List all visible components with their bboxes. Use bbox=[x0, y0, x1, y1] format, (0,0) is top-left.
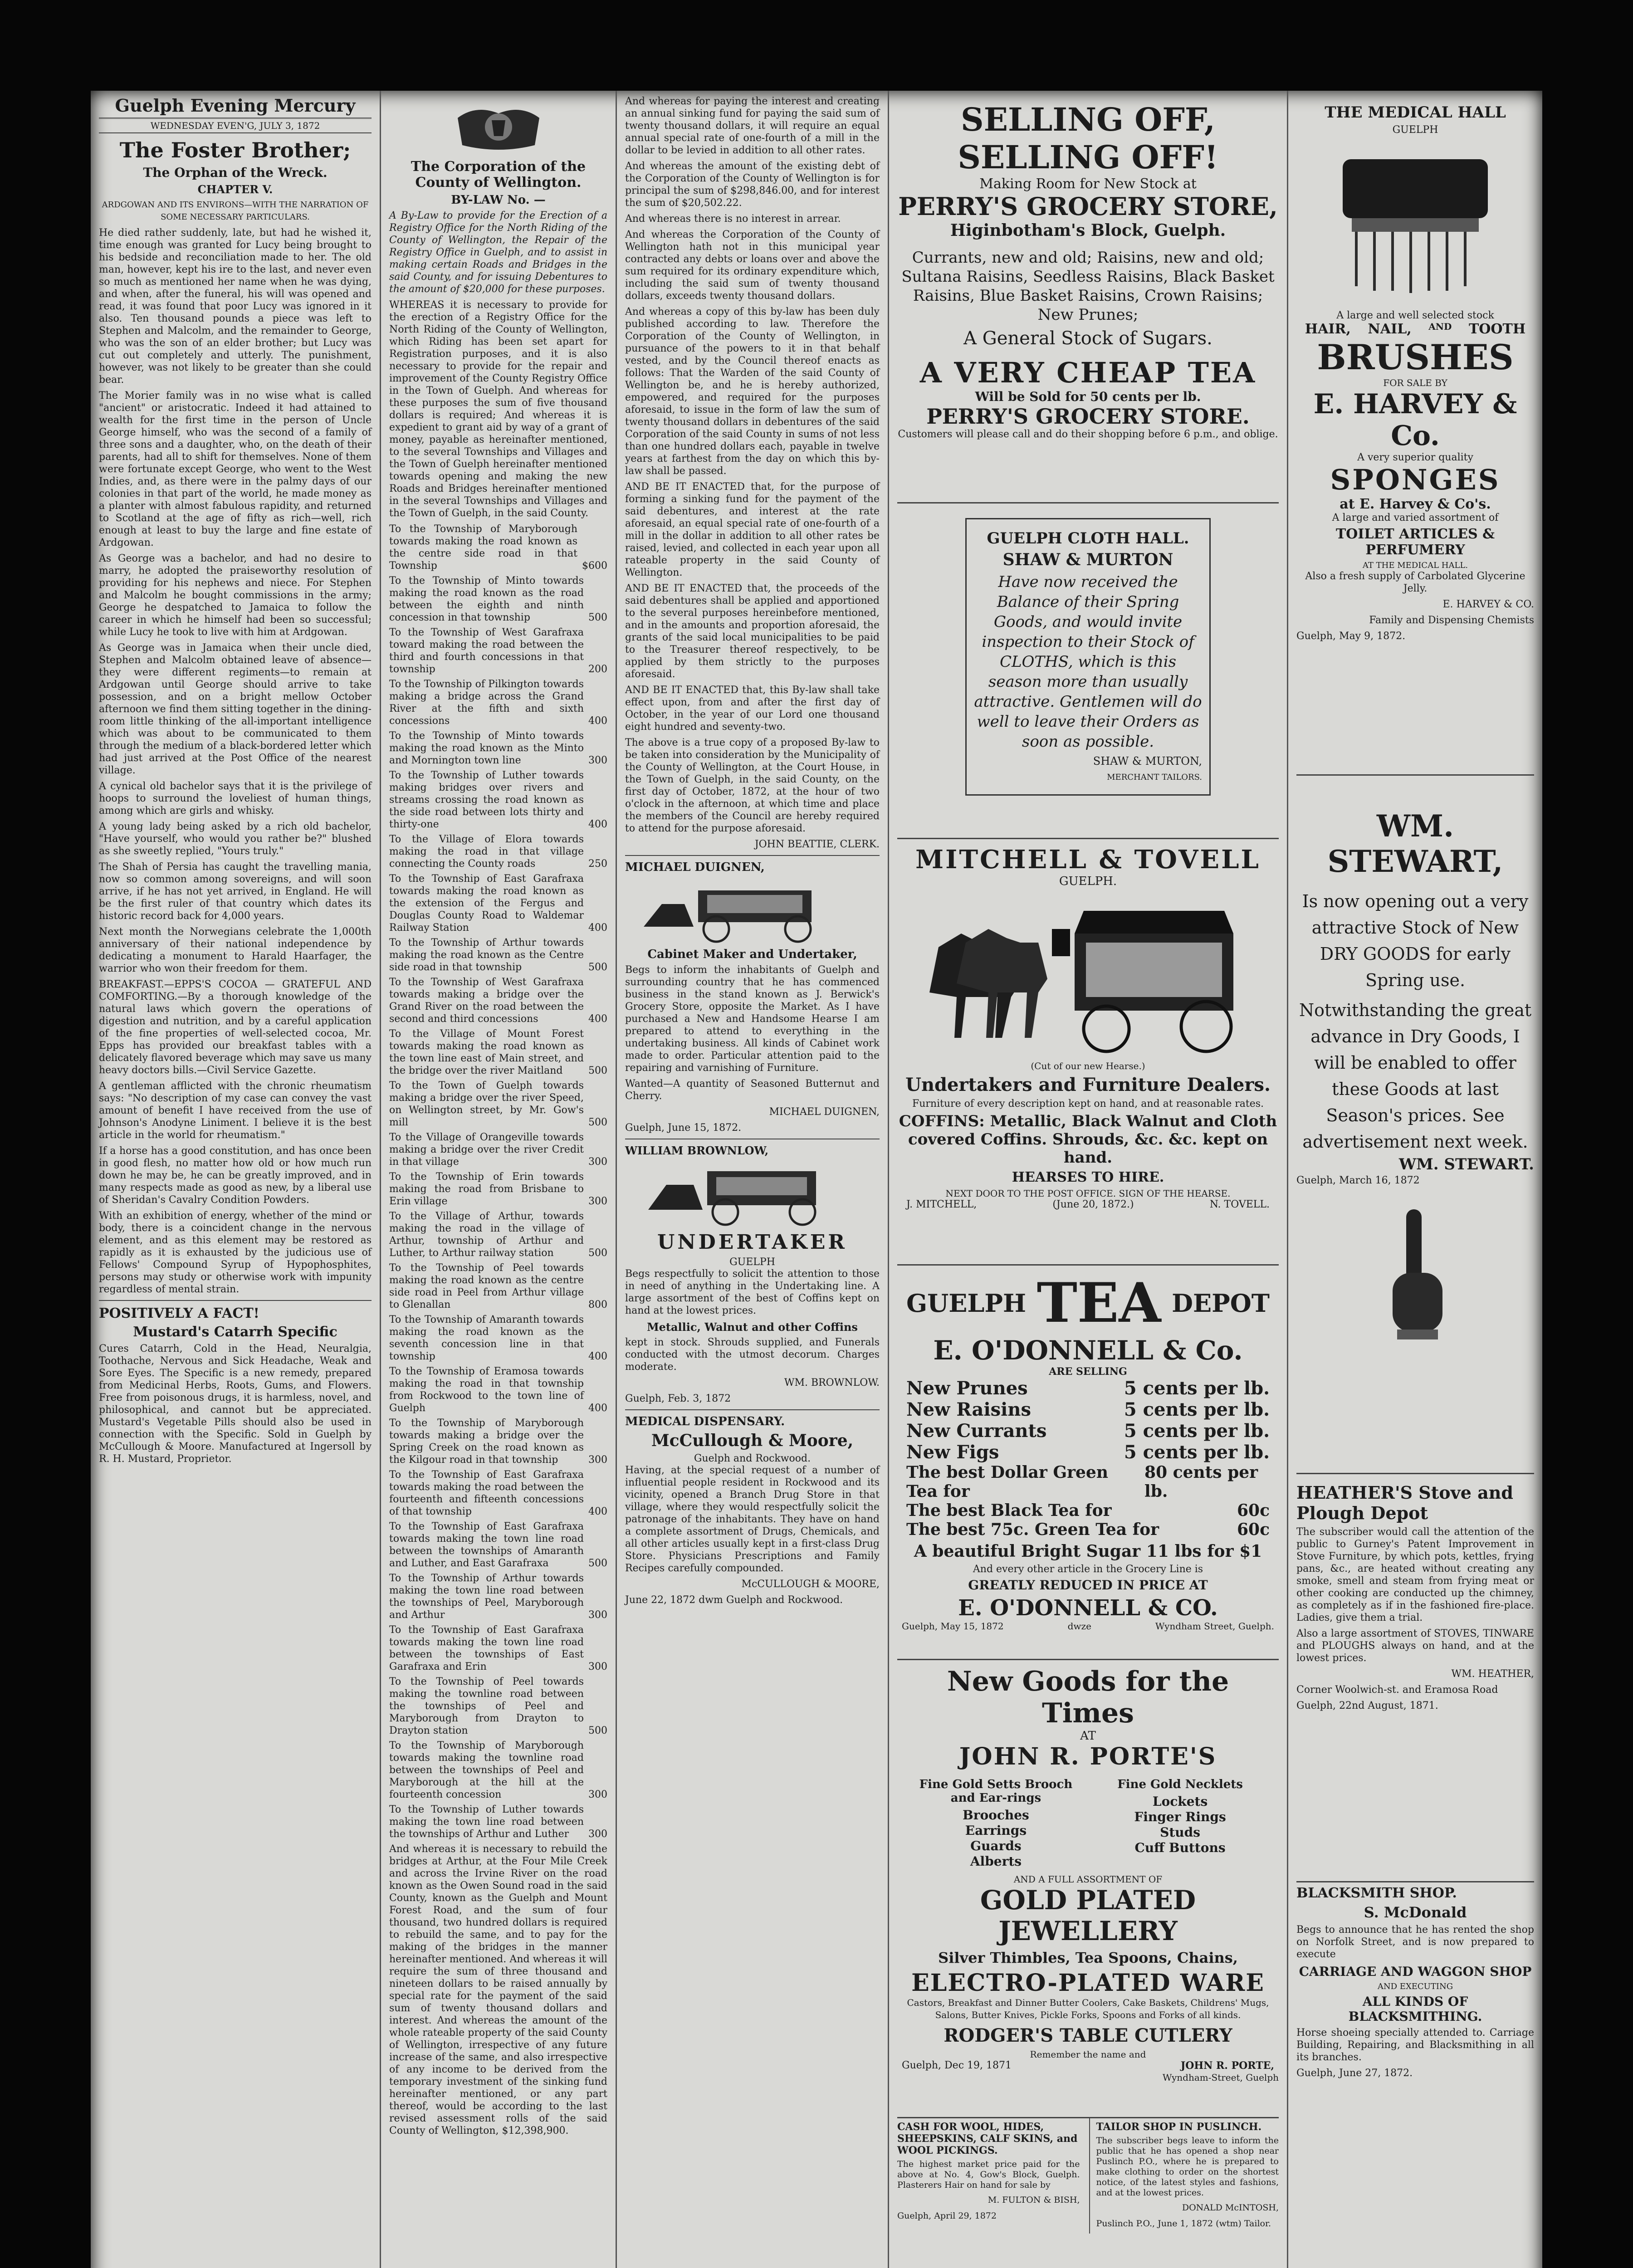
perry-note: Customers will please call and do their shopping before 6 p.m., and oblige. bbox=[898, 429, 1278, 440]
mitchell-title: Undertakers and Furniture Dealers. bbox=[905, 1074, 1271, 1095]
tea-mid: TEA bbox=[1037, 1271, 1161, 1335]
item-paragraph: If a horse has a good constitution, and has once been in good flesh, no matter how old or how much run down he may be, he can be greatly improved, and in many respects made as good as new, by a liberal use of Sheridan's Cavalry Condition Powders. bbox=[99, 1145, 372, 1206]
heather-body: The subscriber would call the attention of the public to Gurney's Patent Improvement in Stove Furniture, by which pots, kettles, frying pans, &c., are heated without creating any smoke, smell and steam from frying meat or other cooking are conducted up the chimney, as completely as if in the fashioned fire-place. Ladies, give them a trial. bbox=[1296, 1526, 1534, 1623]
item-paragraph: A cynical old bachelor says that it is the privilege of hoops to surround the loveliest of human things, among which are girls and whisky. bbox=[99, 781, 372, 816]
bylaw-paragraph: And whereas there is no interest in arrear. bbox=[625, 213, 841, 225]
hall-toilet: TOILET ARTICLES & PERFUMERY bbox=[1335, 526, 1495, 558]
grant-amount: 300 bbox=[588, 1156, 607, 1168]
perry-store: PERRY'S GROCERY STORE, bbox=[898, 192, 1278, 221]
grant-amount: 300 bbox=[588, 1789, 607, 1800]
porte-banner: New Goods for the Times bbox=[947, 1666, 1229, 1729]
grant-amount: 500 bbox=[588, 612, 607, 623]
jewellery-item: Studs bbox=[1160, 1825, 1200, 1840]
dispensary-date: June 22, 1872 dwm Guelph and Rockwood. bbox=[625, 1594, 843, 1606]
ad-body: Cures Catarrh, Cold in the Head, Neuralgia, Toothache, Nervous and Sick Headache, Weak and Sore Eyes. The Specific is a new remedy, prepared from Medicinal Herbs, Roots, Gums, and Flowers. Free from poisonous drugs, it is harmless, novel, and philosophical, and cannot but be appreciated. Mustard's Vegetable Pills should also be used in connection with the Specific. Sold in Guelph by McCullough & Moore. Manufactured at Ingersoll by R. H. Mustard, Proprietor. bbox=[99, 1343, 372, 1465]
price-item: New Figs bbox=[906, 1442, 999, 1463]
masthead-title: Guelph Evening Mercury bbox=[99, 95, 372, 119]
grant-text: To the Township of Luther towards making bridges over rivers and streams crossing the road known as the side road between lots thirty and thirty-one bbox=[389, 770, 584, 830]
mitchell-left-sig: J. MITCHELL, bbox=[906, 1199, 977, 1210]
grant-row bbox=[389, 1804, 607, 1840]
jewellery-item: Alberts bbox=[970, 1854, 1022, 1869]
hall-note: AT THE MEDICAL HALL. bbox=[1362, 561, 1468, 570]
grant-amount: 300 bbox=[588, 1454, 607, 1466]
tailor-date: Puslinch P.O., June 1, 1872 (wtm) Tailor. bbox=[1096, 2219, 1271, 2229]
heather-note: Also a large assortment of STOVES, TINWARE and PLOUGHS always on hand, and at the lowest prices. bbox=[1296, 1628, 1534, 1664]
wool-signature: M. FULTON & BISH, bbox=[988, 2195, 1080, 2205]
grant-text: To the Township of Peel towards making the road known as the centre side road in Peel from Arthur village to Glenallan bbox=[389, 1262, 584, 1310]
price-row bbox=[897, 1501, 1279, 1520]
cloth-trade: MERCHANT TAILORS. bbox=[1107, 772, 1202, 782]
perry-sugar: A General Stock of Sugars. bbox=[963, 328, 1213, 349]
cloth-body: Have now received the Balance of their Spring Goods, and would invite inspection to their Stock of CLOTHS, which is this season more than usually attractive. Gentlemen will do well to leave their Orders as soon as possible. bbox=[974, 573, 1202, 751]
porte-gold: GOLD PLATED JEWELLERY bbox=[980, 1885, 1196, 1946]
smith-and: AND EXECUTING bbox=[1377, 1982, 1453, 1991]
porte-remember: Remember the name and bbox=[1030, 2049, 1146, 2060]
hall-and: AND bbox=[1428, 321, 1452, 332]
grant-text: To the Village of Orangeville towards making a bridge over the river Credit in that village bbox=[389, 1132, 584, 1168]
cloth-heading: GUELPH CLOTH HALL. bbox=[987, 529, 1189, 547]
story-title: The Foster Brother; bbox=[119, 138, 351, 162]
bylaw-closing: And whereas it is necessary to rebuild the bridges at Arthur, at the Four Mile Creek and across the Irvine River on the road known as the Owen Sound road in the said County, known as the Guelph and Mount Forest Road, and the sum of four thousand, two hundred dollars is required to rebuild the same, and to pay for the making of the bridges in the manner hereinafter mentioned. And whereas it will require the sum of three thousand and nineteen dollars to be raised annually by special rate for the payment of the said sum of twenty thousand dollars and interest. And whereas the amount of the whole rateable property of the said County of Wellington, irrespective of any future increase of the same, and also irrespective of any income to be derived from the temporary investment of the sinking fund hereinafter mentioned, or any part thereof, would be according to the last revised assessment rolls of the said County of Wellington, $12,398,900. bbox=[389, 1843, 607, 2136]
grant-amount: 500 bbox=[588, 1247, 607, 1259]
chapter-summary: ARDGOWAN AND ITS ENVIRONS—WITH THE NARRATION OF SOME NECESSARY PARTICULARS. bbox=[102, 200, 369, 222]
bylaw-paragraph: And whereas for paying the interest and creating an annual sinking fund for paying the said sum of twenty thousand dollars, it will require an equal annual special rate of one-fourth of a mill in the dollar to be levied in addition to all other rates. bbox=[625, 96, 880, 156]
grant-text: To the Township of Maryborough towards making a bridge over the Spring Creek on the road known as the Kilgour road in that township bbox=[389, 1418, 584, 1466]
tea-foot-left: Guelph, May 15, 1872 bbox=[902, 1621, 1004, 1632]
grant-row bbox=[389, 1080, 607, 1129]
price-row bbox=[897, 1520, 1279, 1539]
price-value: 60c bbox=[1237, 1520, 1270, 1539]
smith-heading: BLACKSMITH SHOP. bbox=[1296, 1885, 1457, 1901]
grant-amount: 300 bbox=[588, 755, 607, 766]
grant-amount: 250 bbox=[588, 858, 607, 870]
perry-block: Higinbotham's Block, Guelph. bbox=[950, 221, 1226, 240]
horse-drawn-hearse-illustration-icon bbox=[902, 893, 1274, 1056]
porte-right-head: Fine Gold Necklets bbox=[1117, 1778, 1243, 1791]
mitchell-right-sig: N. TOVELL. bbox=[1209, 1199, 1270, 1210]
grant-row bbox=[389, 730, 607, 767]
grant-row bbox=[389, 626, 607, 675]
hall-place: GUELPH bbox=[1392, 124, 1438, 136]
porte-electro-sub: Castors, Breakfast and Dinner Butter Coolers, Cake Baskets, Childrens' Mugs, Salons, Butter Knives, Pickle Forks, Spoons and Forks of all kinds. bbox=[907, 1997, 1269, 2020]
cloth-names: SHAW & MURTON bbox=[1002, 550, 1173, 569]
price-item: New Currants bbox=[906, 1420, 1047, 1442]
bylaw-paragraph: And whereas the Corporation of the County of Wellington hath not in this municipal year contracted any debts or loans over and above the sum required for its ordinary expenditure which, including the said sum of twenty thousand dollars, exceeds twenty thousand dollars. bbox=[625, 229, 880, 302]
price-item: The best 75c. Green Tea for bbox=[906, 1520, 1159, 1539]
item-paragraph: With an exhibition of energy, whether of the mind or body, there is a coincident change in the nervous element, and as this element may be restored as rapidly as it is exhausted by the judicious use of Fellows' Compound Syrup of Hypophosphites, persons may study or otherwise work with impunity regardless of mental strain. bbox=[99, 1210, 372, 1295]
grant-text: To the Township of Minto towards making the road known as the Minto and Mornington town line bbox=[389, 730, 584, 766]
porte-electro: ELECTRO-PLATED WARE bbox=[911, 1969, 1265, 1997]
newspaper-page bbox=[91, 91, 1542, 2268]
grant-text: To the Town of Guelph towards making a bridge over the river Speed, on Wellington street, by Mr. Gow's mill bbox=[389, 1080, 584, 1128]
grant-amount: 500 bbox=[588, 962, 607, 973]
grant-text: To the Village of Elora towards making the road in that village connecting the County roads bbox=[389, 834, 584, 870]
bylaw-paragraph: AND BE IT ENACTED that, for the purpose of forming a sinking fund for the payment of the said debentures, and interest at the rate aforesaid, an equal special rate of one-fourth of a mill in the dollar in addition to all other rates be raised, levied, and collected in each year upon all rateable property in the said County of Wellington. bbox=[625, 481, 880, 578]
hall-assort: A large and varied assortment of bbox=[1332, 512, 1499, 523]
wool-body: The highest market price paid for the above at No. 4, Gow's Block, Guelph. Plasterers Hair on hand for sale by bbox=[897, 2159, 1080, 2190]
column-2 bbox=[381, 91, 617, 2268]
hall-jelly: Also a fresh supply of Carbolated Glycerine Jelly. bbox=[1305, 571, 1525, 594]
porte-jewellery-ad bbox=[897, 1660, 1279, 2118]
porte-full: AND A FULL ASSORTMENT OF bbox=[1013, 1874, 1163, 1885]
duignen-title: Cabinet Maker and Undertaker, bbox=[647, 948, 857, 961]
price-row bbox=[897, 1399, 1279, 1420]
grant-text: To the Township of East Garafraxa towards making the road known as the extension of the Fergus and Douglas County Road to Waldemar Railway Station bbox=[389, 873, 584, 934]
blacksmith-ad bbox=[1296, 1885, 1534, 2079]
smith-name: S. McDonald bbox=[1364, 1904, 1467, 1921]
tailor-signature: DONALD McINTOSH, bbox=[1182, 2203, 1279, 2213]
hall-brushes: BRUSHES bbox=[1317, 337, 1514, 377]
price-item: The best Dollar Green Tea for bbox=[906, 1463, 1109, 1501]
story-paragraph: He died rather suddenly, late, but had he wished it, time enough was granted for Lucy being brought to his bedside and reconciliation made to her. The old man, however, kept his ire to the last, and never even so much as mentioned her name when he was dying, and when, after the funeral, his will was opened and read, it was found that poor Lucy was ignored in it also. Ten thousand pounds a piece was left to Stephen and Malcolm, and the remainder to George, who was the son of an elder brother; but Lucy was cut out completely and utterly. The punishment, however, was not likely to be greater than she could bear. bbox=[99, 227, 372, 386]
smith-body: Begs to announce that he has rented the shop on Norfolk Street, and is now prepared to execute bbox=[1296, 1924, 1534, 1960]
tea-depot-ad bbox=[897, 1266, 1279, 1660]
grant-row bbox=[389, 1624, 607, 1673]
hall-forsale: FOR SALE BY bbox=[1383, 377, 1447, 388]
price-item: New Raisins bbox=[906, 1399, 1031, 1420]
perry-banner: SELLING OFF, SELLING OFF! bbox=[958, 101, 1218, 176]
mitchell-hearses: HEARSES TO HIRE. bbox=[1012, 1169, 1164, 1185]
bottom-ads bbox=[897, 2118, 1279, 2234]
column-5 bbox=[1288, 91, 1542, 2268]
hall-stock: A large and well selected stock bbox=[1336, 310, 1494, 321]
price-item: The best Black Tea for bbox=[906, 1501, 1112, 1520]
perry-line: Making Room for New Stock at bbox=[979, 176, 1197, 192]
hall-date: Guelph, May 9, 1872. bbox=[1296, 631, 1406, 642]
grant-text: To the Village of Arthur, towards making the road in the village of Arthur, township of Arthur and Luther, to Arthur railway station bbox=[389, 1211, 584, 1259]
mitchell-place: GUELPH. bbox=[1059, 875, 1117, 888]
smith-date: Guelph, June 27, 1872. bbox=[1296, 2068, 1413, 2079]
grant-amount: 400 bbox=[588, 1013, 607, 1025]
cloth-hall-ad bbox=[897, 503, 1279, 839]
price-row bbox=[897, 1463, 1279, 1501]
perry-tea: A VERY CHEAP TEA bbox=[919, 356, 1257, 389]
grant-text: To the Township of Erin towards making the road from Brisbane to Erin village bbox=[389, 1171, 584, 1207]
dispensary-heading: MEDICAL DISPENSARY. bbox=[625, 1415, 785, 1428]
mitchell-address: NEXT DOOR TO THE POST OFFICE. SIGN OF THE HEARSE. bbox=[945, 1188, 1231, 1199]
brownlow-body: Begs respectfully to solicit the attention to those in need of anything in the Undertaking line. A large assortment of the best of Coffins kept on hand at the lowest prices. bbox=[625, 1268, 880, 1316]
tea-left: GUELPH bbox=[906, 1288, 1026, 1318]
grant-amount: 200 bbox=[588, 664, 607, 675]
item-paragraph: Next month the Norwegians celebrate the 1,000th anniversary of their national independence by dedicating a monument to Harald Haarfager, the warrior who won their freedom for them. bbox=[99, 926, 372, 974]
price-row bbox=[897, 1420, 1279, 1442]
grant-text: To the Township of Maryborough towards making the townline road between the townships of Peel and Maryborough at the hill at the fourteenth concession bbox=[389, 1740, 584, 1800]
hall-superior: A very superior quality bbox=[1357, 452, 1473, 463]
porte-address: Wyndham-Street, Guelph bbox=[1162, 2072, 1279, 2083]
mitchell-date: (June 20, 1872.) bbox=[1052, 1199, 1134, 1210]
grant-amount: $600 bbox=[582, 560, 607, 572]
porte-left-head: Fine Gold Setts Brooch and Ear-rings bbox=[919, 1778, 1073, 1805]
mitchell-line: Furniture of every description kept on hand, and at reasonable rates. bbox=[912, 1098, 1264, 1110]
stewart-body-2: Notwithstanding the great advance in Dry Goods, I will be enabled to offer these Goods at last Season's prices. See advertisement next week. bbox=[1299, 1000, 1532, 1152]
grant-text: To the Township of Minto towards making the road known as the road between the eighth and ninth concession in that township bbox=[389, 575, 584, 623]
bylaw-paragraph: The above is a true copy of a proposed By-law to be taken into consideration by the Municipality of the County of Wellington, at the Court House, in the Town of Guelph, in the said County, on the first day of October, 1872, at the hour of two o'clock in the afternoon, at which time and place the members of the Council are hereby required to attend for the purpose aforesaid. bbox=[625, 737, 880, 834]
grant-amount: 300 bbox=[588, 1609, 607, 1621]
perry-store-2: PERRY'S GROCERY STORE. bbox=[926, 404, 1250, 429]
grant-row bbox=[389, 1469, 607, 1518]
grant-row bbox=[389, 1676, 607, 1737]
smith-body-2: Horse shoeing specially attended to. Carriage Building, Repairing, and Blacksmithing in all its branches. bbox=[1296, 2027, 1534, 2063]
grant-row bbox=[389, 1365, 607, 1414]
grant-amount: 300 bbox=[588, 1828, 607, 1840]
grant-text: To the Township of Arthur towards making the road known as the Centre side road in that township bbox=[389, 937, 584, 973]
clerk-signature: JOHN BEATTIE, CLERK. bbox=[754, 839, 880, 850]
mitchell-coffins: COFFINS: Metallic, Black Walnut and Cloth covered Coffins. Shrouds, &c. &c. kept on hand. bbox=[899, 1112, 1277, 1167]
stewart-name: WM. STEWART, bbox=[1327, 808, 1503, 879]
tea-price-list bbox=[897, 1378, 1279, 1463]
brush-icon bbox=[1306, 141, 1524, 304]
grant-row bbox=[389, 873, 607, 934]
divider bbox=[625, 855, 880, 856]
grant-row bbox=[389, 1520, 607, 1569]
grant-text: To the Township of East Garafraxa towards making the town line road between the townships of Amaranth and Luther, and East Garafraxa bbox=[389, 1521, 584, 1569]
grant-row bbox=[389, 1572, 607, 1621]
royal-crest-icon bbox=[449, 100, 548, 154]
wool-ad bbox=[897, 2118, 1080, 2234]
duignen-date: Guelph, June 15, 1872. bbox=[625, 1122, 742, 1134]
grant-row bbox=[389, 769, 607, 831]
tailor-heading: TAILOR SHOP IN PUSLINCH. bbox=[1096, 2121, 1262, 2133]
grant-row bbox=[389, 1028, 607, 1077]
divider bbox=[99, 1300, 372, 1301]
grant-row bbox=[389, 575, 607, 624]
brownlow-body-2: kept in stock. Shrouds supplied, and Funerals conducted with the utmost decorum. Charges moderate. bbox=[625, 1337, 880, 1373]
grant-amount: 400 bbox=[588, 715, 607, 727]
brownlow-place: GUELPH bbox=[729, 1256, 775, 1268]
grant-row bbox=[389, 1740, 607, 1801]
column-4 bbox=[889, 91, 1288, 2268]
hall-heading: THE MEDICAL HALL bbox=[1325, 103, 1506, 122]
perry-goods: Currants, new and old; Raisins, new and old; Sultana Raisins, Seedless Raisins, Black Basket Raisins, Blue Basket Raisins, Crown Raisins; New Prunes; bbox=[901, 249, 1275, 324]
grant-text: To the Township of Luther towards making the town line road between the townships of Arthur and Luther bbox=[389, 1804, 584, 1840]
price-value: 5 cents per lb. bbox=[1124, 1399, 1270, 1420]
stewart-date: Guelph, March 16, 1872 bbox=[1296, 1175, 1420, 1186]
story-paragraph: As George was in Jamaica when their uncle died, Stephen and Malcolm obtained leave of absence—they were different regiments—to remain at Ardgowan until George should arrive to take possession, and on a bright mellow October afternoon we find them sitting together in the dining-room little thinking of the all-important intelligence which was about to be communicated to them through the medium of a black-bordered letter which had just arrived at the Post Office of the nearest village. bbox=[99, 642, 372, 776]
tailor-ad bbox=[1089, 2118, 1279, 2234]
tea-name-2: E. O'DONNELL & CO. bbox=[958, 1595, 1218, 1621]
jewellery-item: Earrings bbox=[965, 1823, 1027, 1838]
porte-at: AT bbox=[1080, 1729, 1096, 1743]
ad-heading: POSITIVELY A FACT! bbox=[99, 1305, 259, 1321]
grant-row bbox=[389, 1314, 607, 1363]
grant-text: To the Township of West Garafraxa toward making the road between the third and fourth concessions in that township bbox=[389, 627, 584, 675]
price-value: 5 cents per lb. bbox=[1124, 1378, 1270, 1399]
heather-ad bbox=[1296, 1474, 1534, 1882]
stewart-body: Is now opening out a very attractive Stock of New DRY GOODS for early Spring use. bbox=[1302, 891, 1529, 990]
item-paragraph: The Shah of Persia has caught the travelling mania, now so common among sovereigns, and will soon arrive, if he has not yet arrived, in England. He will be the first ruler of that country which dates its historic record back for 4,000 years. bbox=[99, 861, 372, 922]
hall-signature-2: Family and Dispensing Chemists bbox=[1369, 615, 1534, 626]
grant-amount: 400 bbox=[588, 922, 607, 934]
ad-title: Mustard's Catarrh Specific bbox=[133, 1324, 337, 1340]
duignen-signature: MICHAEL DUIGNEN, bbox=[769, 1106, 880, 1118]
grant-amount: 400 bbox=[588, 819, 607, 830]
dispensary-body: Having, at the special request of a number of influential people resident in Rockwood and its vicinity, opened a Branch Drug Store in that village, where they would respectfully solicit the patronage of the inhabitants. They have on hand a complete assortment of Drugs, Chemicals, and all other articles usually kept in a first-class Drug Store. Physicians Prescriptions and Family Recipes carefully compounded. bbox=[625, 1465, 880, 1574]
duignen-body: Begs to inform the inhabitants of Guelph and surrounding country that he has commenced business in the stand known as J. Berwick's Grocery Store, opposite the Market. As I have purchased a New and Handsome Hearse I am prepared to attend to everything in the undertaking business. All kinds of Cabinet work made to order. Particular attention paid to the repairing and varnishing of Furniture. bbox=[625, 964, 880, 1074]
perry-grocery-ad bbox=[897, 95, 1279, 503]
grant-amount: 400 bbox=[588, 1506, 607, 1517]
grant-text: To the Village of Mount Forest towards making the road known as the town line east of Main street, and the bridge over the river Maitland bbox=[389, 1028, 584, 1076]
porte-right-list bbox=[1095, 1794, 1265, 1856]
tailor-body: The subscriber begs leave to inform the public that he has opened a shop near Puslinch P.O., where he is prepared to make clothing to order on the shortest notice, of the latest styles and fashions, and at the lowest prices. bbox=[1096, 2136, 1279, 2198]
date-line: WEDNESDAY EVEN'G, JULY 3, 1872 bbox=[99, 119, 372, 133]
bylaw-number: BY-LAW No. — bbox=[451, 193, 546, 207]
tea-foot-right: Wyndham Street, Guelph. bbox=[1155, 1621, 1274, 1632]
story-paragraph: The Morier family was in no wise what is called "ancient" or aristocratic. Indeed it had attained to wealth for the first time in the person of Uncle George himself, who was the second of a family of three sons and a daughter, who, on the death of their parents, had all to shift for themselves. None of them were fortunate except George, who went to the West Indies, and, as there were in the palmy days of our colonies in that part of the world, he made money as a planter with almost fabulous rapidity, and returned to Scotland at the age of fifty as rich—well, rich enough at least to buy the large and fine estate of Ardgowan. bbox=[99, 390, 372, 548]
perry-tea-price: Will be Sold for 50 cents per lb. bbox=[975, 389, 1201, 404]
tea-grocery: And every other article in the Grocery Line is bbox=[973, 1564, 1203, 1575]
heather-date: Guelph, 22nd August, 1871. bbox=[1296, 1700, 1438, 1711]
bylaw-paragraph: And whereas the amount of the existing debt of the Corporation of the County of Wellington is for principal the sum of $298,846.00, and for interest the sum of $20,502.22. bbox=[625, 161, 880, 209]
mitchell-tovell-ad bbox=[897, 839, 1279, 1266]
hearse-caption: (Cut of our new Hearse.) bbox=[1031, 1061, 1145, 1071]
hall-tooth: TOOTH bbox=[1468, 321, 1526, 337]
grant-amount: 400 bbox=[588, 1403, 607, 1414]
wool-heading: CASH FOR WOOL, HIDES, SHEEPSKINS, CALF SKINS, and WOOL PICKINGS. bbox=[897, 2121, 1078, 2156]
grant-text: To the Township of Maryborough towards making the road known as the centre side road in that Township bbox=[389, 523, 577, 572]
grant-text: To the Township of East Garafraxa towards making the town line road between the townships of East Garafraxa and Erin bbox=[389, 1624, 584, 1672]
tea-selling: ARE SELLING bbox=[1049, 1366, 1127, 1378]
tea-sugar: A beautiful Bright Sugar 11 lbs for $1 bbox=[914, 1542, 1262, 1561]
grant-text: To the Township of Eramosa towards making the road in that township from Rockwood to the town line of Guelph bbox=[389, 1366, 584, 1414]
medical-hall-ad bbox=[1296, 95, 1534, 776]
brownlow-name: WILLIAM BROWNLOW, bbox=[625, 1144, 769, 1157]
grant-row bbox=[389, 1171, 607, 1207]
brownlow-line: Metallic, Walnut and other Coffins bbox=[647, 1320, 858, 1334]
bylaw-paragraph: AND BE IT ENACTED that, the proceeds of the said debentures shall be applied and apportioned to the several purposes hereinbefore mentioned, and in the amounts and proportion aforesaid, the grants of the said local municipalities to be paid to the Treasurer thereof respectively, to be applied by them strictly to the purposes aforesaid. bbox=[625, 583, 880, 680]
grant-row bbox=[389, 833, 607, 870]
porte-rodger: RODGER'S TABLE CUTLERY bbox=[944, 2025, 1232, 2046]
bylaw-paragraph: AND BE IT ENACTED that, this By-law shall take effect upon, from and after the first day of October, in the year of our Lord one thousand eight hundred and seventy-two. bbox=[625, 684, 880, 733]
hall-sponges: SPONGES bbox=[1330, 463, 1501, 496]
hearse-engraving-icon bbox=[635, 1160, 870, 1228]
wool-date: Guelph, April 29, 1872 bbox=[897, 2211, 997, 2221]
grant-row bbox=[389, 523, 607, 572]
tea-right: DEPOT bbox=[1172, 1288, 1270, 1318]
column-1 bbox=[91, 91, 381, 2268]
price-value: 60c bbox=[1237, 1501, 1270, 1520]
price-row bbox=[897, 1442, 1279, 1463]
porte-left-list bbox=[911, 1808, 1081, 1869]
grant-amount: 500 bbox=[588, 1065, 607, 1076]
cloth-signature: SHAW & MURTON, bbox=[1093, 755, 1202, 767]
dispensary-signature: McCULLOUGH & MOORE, bbox=[741, 1579, 880, 1590]
dispensary-name: McCullough & Moore, bbox=[651, 1431, 854, 1450]
bylaw-preamble: WHEREAS it is necessary to provide for the erection of a Registry Office for the North Riding of the County of Wellington, which Riding has been set apart for Registration purposes, and it is also necessary to provide for the repair and improvement of the County Registry Office in the Town of Guelph. And whereas for these purposes the sum of five thousand dollars is required; And whereas it is expedient to grant aid by way of a grant of money, payable as hereinafter mentioned, to the several Townships and Villages and the Town of Guelph hereinafter mentioned towards opening and making the new Roads and Bridges hereinafter mentioned in the several Townships and Villages and the Town of Guelph, in the said County. bbox=[389, 299, 607, 519]
smith-carriage: CARRIAGE AND WAGGON SHOP bbox=[1299, 1964, 1532, 1979]
grant-text: To the Township of East Garafraxa towards making the road between the fourteenth and fifteenth concessions of that township bbox=[389, 1469, 584, 1517]
item-paragraph: A young lady being asked by a rich old bachelor, "Have yourself, who would you rather be?" blushed as she sweetly replied, "Yours truly." bbox=[99, 821, 372, 857]
bylaw-heading: The Corporation of the County of Wellington. bbox=[411, 159, 586, 191]
grant-row bbox=[389, 1262, 607, 1311]
hall-signature: E. HARVEY & CO. bbox=[1442, 599, 1534, 610]
column-3 bbox=[617, 91, 889, 2268]
story-subtitle: The Orphan of the Wreck. bbox=[143, 165, 328, 180]
hearse-engraving-icon bbox=[635, 877, 870, 945]
bylaw-intro: A By-Law to provide for the Erection of a Registry Office for the North Riding of the County of Wellington, the Repair of the Registry Office in Guelph, and to assist in making certain Roads and Bridges in the said County, and for issuing Debentures to the amount of $20,000 for these purposes. bbox=[389, 210, 607, 295]
porte-date: Guelph, Dec 19, 1871 bbox=[902, 2060, 1012, 2071]
hall-harvey: E. HARVEY & Co. bbox=[1313, 388, 1517, 452]
grant-row bbox=[389, 678, 607, 727]
porte-signature: JOHN R. PORTE, bbox=[1180, 2060, 1274, 2072]
tea-reduced: GREATLY REDUCED IN PRICE AT bbox=[968, 1578, 1208, 1593]
jewellery-item: Brooches bbox=[963, 1808, 1029, 1823]
grant-amount: 300 bbox=[588, 1196, 607, 1207]
porte-silver: Silver Thimbles, Tea Spoons, Chains, bbox=[938, 1949, 1238, 1966]
price-value: 5 cents per lb. bbox=[1124, 1442, 1270, 1463]
price-item: New Prunes bbox=[906, 1378, 1028, 1399]
heather-title: HEATHER'S Stove and Plough Depot bbox=[1296, 1482, 1513, 1523]
tea-name: E. O'DONNELL & Co. bbox=[933, 1335, 1243, 1366]
tea-price-list-2 bbox=[897, 1463, 1279, 1539]
duignen-wanted: Wanted—A quantity of Seasoned Butternut and Cherry. bbox=[625, 1078, 880, 1102]
porte-name: JOHN R. PORTE'S bbox=[959, 1743, 1217, 1770]
jewellery-item: Guards bbox=[970, 1838, 1022, 1853]
hall-hair: HAIR, bbox=[1305, 321, 1351, 337]
tea-foot-mid: dwze bbox=[1067, 1621, 1091, 1632]
price-row bbox=[897, 1378, 1279, 1399]
brownlow-title: UNDERTAKER bbox=[657, 1231, 847, 1254]
story-paragraph: As George was a bachelor, and had no desire to marry, he adopted the praiseworthy resolution of providing for his nephews and niece. For Stephen and Malcolm he bought commissions in the army; George he despatched to Jamaica to follow the career in which he himself had been so successful; while Lucy he took to live with him at Ardgowan. bbox=[99, 553, 372, 638]
grant-amount: 400 bbox=[588, 1351, 607, 1362]
heather-address: Corner Woolwich-st. and Eramosa Road bbox=[1296, 1684, 1498, 1696]
dispensary-place: Guelph and Rockwood. bbox=[694, 1453, 811, 1464]
grant-amount: 500 bbox=[588, 1558, 607, 1569]
jewellery-item: Cuff Buttons bbox=[1134, 1840, 1226, 1855]
mitchell-name: MITCHELL & TOVELL bbox=[915, 845, 1261, 875]
stewart-ad bbox=[1296, 776, 1534, 1474]
chapter-heading: CHAPTER V. bbox=[197, 183, 273, 196]
hall-at: at E. Harvey & Co's. bbox=[1340, 496, 1491, 512]
smith-all: ALL KINDS OF BLACKSMITHING. bbox=[1348, 1994, 1482, 2024]
grant-amount: 300 bbox=[588, 1661, 607, 1672]
duignen-name: MICHAEL DUIGNEN, bbox=[625, 860, 765, 874]
hall-nail: NAIL, bbox=[1368, 321, 1412, 337]
brownlow-date: Guelph, Feb. 3, 1872 bbox=[625, 1393, 731, 1404]
price-value: 80 cents per lb. bbox=[1144, 1463, 1258, 1501]
stewart-signature: WM. STEWART. bbox=[1398, 1155, 1534, 1173]
item-paragraph: BREAKFAST.—EPPS'S COCOA — GRATEFUL AND COMFORTING.—By a thorough knowledge of the natural laws which govern the operations of digestion and nutrition, and by a careful application of the fine properties of well-selected cocoa, Mr. Epps has provided our breakfast tables with a delicately flavored beverage which may save us many heavy doctors bills.—Civil Service Gazette. bbox=[99, 979, 372, 1076]
grant-row bbox=[389, 1417, 607, 1466]
bylaw-paragraph: And whereas a copy of this by-law has been duly published according to law. Therefore the Corporation of the County of Wellington, in pursuance of the powers to it in that behalf vested, and by the Council thereof enacts as follows: That the Warden of the said County of Wellington be, and he is hereby authorized, empowered, and required for the purposes aforesaid, to issue in the form of law the sum of twenty thousand dollars in debentures of the said Corporation of the said County in sums of not less than one hundred dollars each, payable in twelve years at farthest from the day on which this by-law shall be passed. bbox=[625, 306, 880, 477]
grant-amount: 500 bbox=[588, 1117, 607, 1128]
price-value: 5 cents per lb. bbox=[1124, 1420, 1270, 1442]
jewellery-item: Lockets bbox=[1152, 1794, 1208, 1809]
jewellery-item: Finger Rings bbox=[1134, 1809, 1226, 1824]
grant-list bbox=[389, 523, 607, 1840]
grant-row bbox=[389, 1210, 607, 1259]
pointing-hand-icon bbox=[1370, 1205, 1461, 1341]
grant-amount: 500 bbox=[588, 1725, 607, 1736]
item-paragraph: A gentleman afflicted with the chronic rheumatism says: "No description of my case can convey the vast amount of benefit I have received from the use of Johnson's Anodyne Liniment. I believe it is the best article in the world for rheumatism." bbox=[99, 1080, 372, 1141]
grant-text: To the Township of Pilkington towards making a bridge across the Grand River at the fifth and sixth concessions bbox=[389, 679, 584, 727]
grant-text: To the Township of Peel towards making the townline road between the townships of Peel and Maryborough from Drayton to Drayton station bbox=[389, 1676, 584, 1736]
grant-text: To the Township of Amaranth towards making the road known as the seventh concession line in that township bbox=[389, 1314, 584, 1362]
grant-amount: 800 bbox=[588, 1299, 607, 1310]
heather-signature: WM. HEATHER, bbox=[1451, 1668, 1534, 1680]
grant-row bbox=[389, 976, 607, 1025]
grant-text: To the Township of West Garafraxa towards making a bridge over the Grand River on the road between the second and third concessions bbox=[389, 977, 584, 1025]
divider bbox=[625, 1409, 880, 1410]
grant-text: To the Township of Arthur towards making the town line road between the townships of Peel, Maryborough and Arthur bbox=[389, 1573, 584, 1621]
brownlow-signature: WM. BROWNLOW. bbox=[784, 1377, 880, 1388]
grant-row bbox=[389, 1131, 607, 1168]
grant-row bbox=[389, 937, 607, 973]
